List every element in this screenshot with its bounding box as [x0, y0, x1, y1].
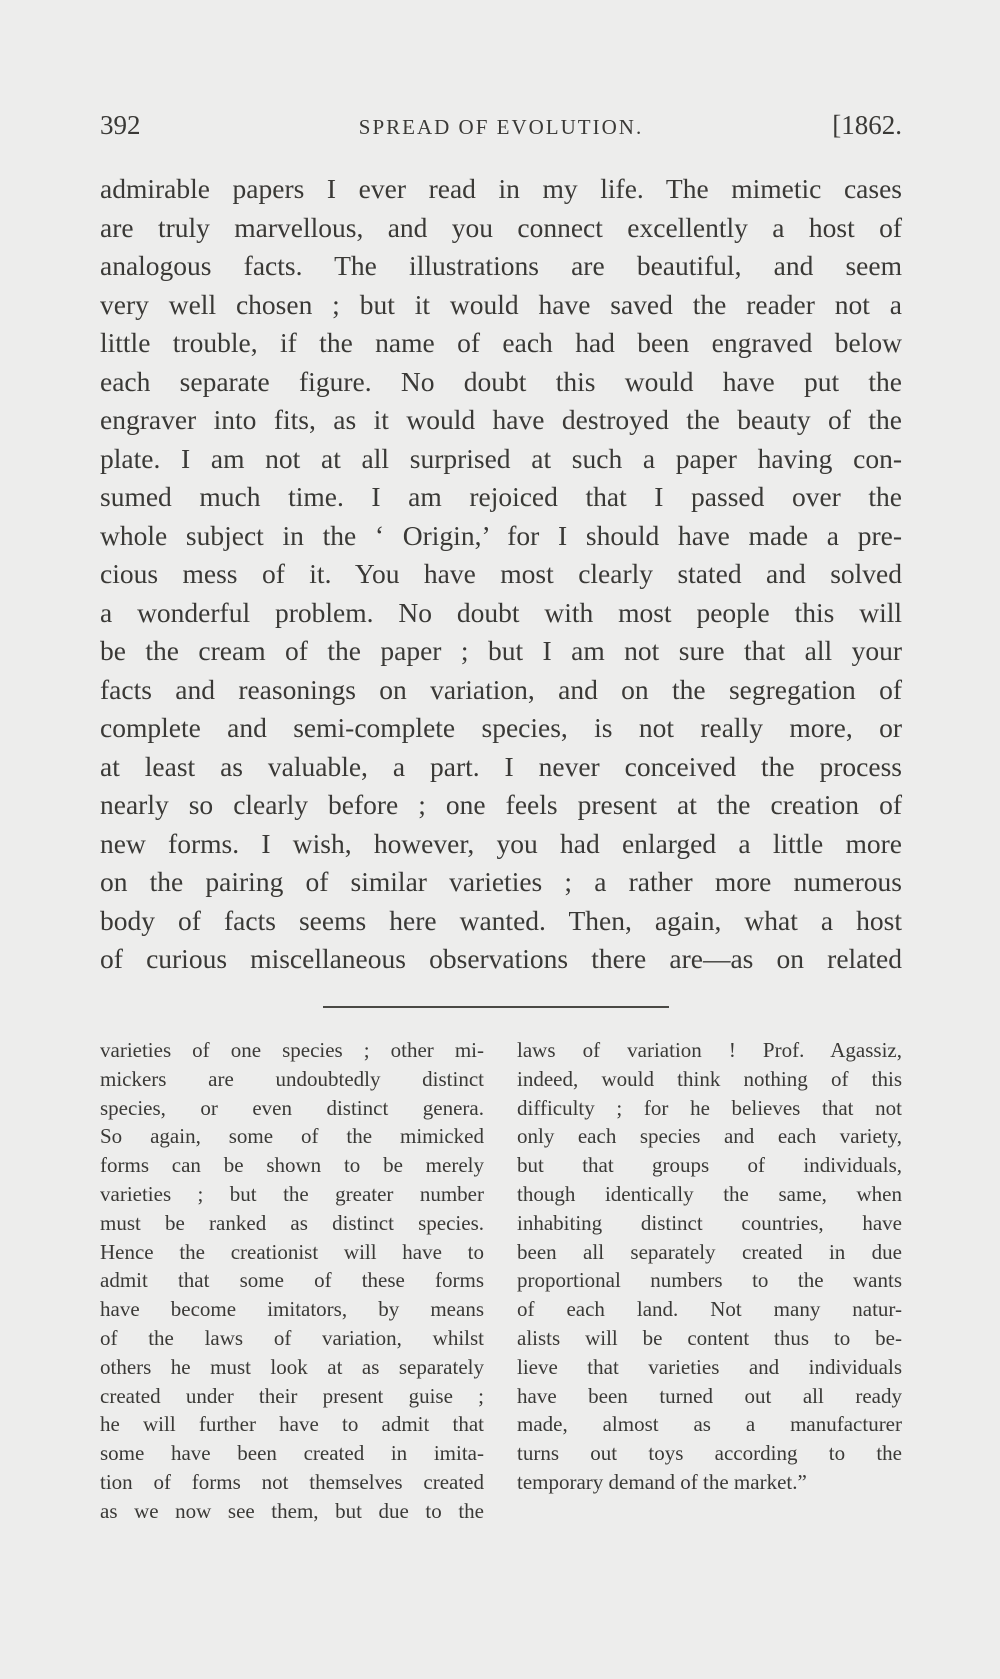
body-line: little trouble, if the name of each had been engraved below — [100, 327, 902, 358]
footnote-line: temporary demand of the market.” — [517, 1469, 807, 1494]
footnote-line: lieve that varieties and individuals — [517, 1354, 902, 1379]
body-line: be the cream of the paper ; but I am not sure that all your — [100, 635, 902, 666]
footnote-line: but that groups of individuals, — [517, 1153, 902, 1178]
footnote-line: as we now see them, but due to the — [100, 1498, 484, 1523]
footnote-line: have been turned out all ready — [517, 1383, 902, 1408]
footnote-line: others he must look at as separately — [100, 1354, 484, 1379]
footnote-line: varieties of one species ; other mi- — [100, 1038, 484, 1062]
body-line: sumed much time. I am rejoiced that I passed over the — [100, 481, 902, 512]
body-line: plate. I am not at all surprised at such a paper having con- — [100, 442, 902, 474]
page-year: [1862. — [832, 110, 902, 140]
body-line: cious mess of it. You have most clearly stated and solved — [100, 558, 902, 589]
footnote-line: some have been created in imita- — [100, 1441, 484, 1466]
footnote-line: tion of forms not themselves created — [100, 1469, 484, 1494]
footnote-divider — [323, 1006, 669, 1008]
body-line: complete and semi-complete species, is not really more, or — [100, 712, 902, 743]
body-text — [100, 170, 902, 979]
body-line: very well chosen ; but it would have saved the reader not a — [100, 288, 902, 320]
footnote-line: turns out toys according to the — [517, 1441, 902, 1466]
body-line: of curious miscellaneous observations there are—as on related — [100, 943, 902, 974]
footnote-line: difficulty ; for he believes that not — [517, 1095, 902, 1120]
body-line: a wonderful problem. No doubt with most people this will — [100, 596, 902, 628]
body-line: are truly marvellous, and you connect excellently a host of — [100, 211, 902, 243]
body-line: on the pairing of similar varieties ; a rather more numerous — [100, 866, 902, 897]
footnote-line: forms can be shown to be merely — [100, 1153, 484, 1178]
footnote-line: Hence the creationist will have to — [100, 1239, 484, 1264]
footnote-line: though identically the same, when — [517, 1181, 902, 1206]
footnote-line: inhabiting distinct countries, have — [517, 1210, 902, 1235]
footnote-line: So again, some of the mimicked — [100, 1124, 484, 1149]
body-line: analogous facts. The illustrations are beautiful, and seem — [100, 250, 902, 281]
body-line: facts and reasonings on variation, and on the segregation of — [100, 673, 902, 705]
body-line: admirable papers I ever read in my life. The mimetic cases — [100, 173, 902, 204]
footnote-line: been all separately created in due — [517, 1239, 902, 1264]
body-line: at least as valuable, a part. I never conceived the process — [100, 750, 902, 782]
footnote-line: only each species and each variety, — [517, 1124, 902, 1149]
body-line: nearly so clearly before ; one feels present at the creation of — [100, 789, 902, 820]
body-line: body of facts seems here wanted. Then, again, what a host — [100, 904, 902, 936]
footnote-line: must be ranked as distinct species. — [100, 1210, 484, 1235]
footnote-line: have become imitators, by means — [100, 1297, 484, 1322]
body-line: new forms. I wish, however, you had enlarged a little more — [100, 827, 902, 859]
page-number: 392 — [100, 110, 141, 140]
running-title: SPREAD OF EVOLUTION. — [358, 115, 644, 139]
footnote-line: indeed, would think nothing of this — [517, 1066, 902, 1091]
footnote-line: created under their present guise ; — [100, 1383, 484, 1408]
page-header — [100, 110, 902, 150]
footnote-line: species, or even distinct genera. — [100, 1095, 484, 1120]
footnote-line: proportional numbers to the wants — [517, 1268, 902, 1293]
footnote-line: of each land. Not many natur- — [517, 1297, 902, 1322]
footnote-column-left — [100, 1036, 484, 1526]
footnote-line: mickers are undoubtedly distinct — [100, 1066, 484, 1091]
footnote-line: he will further have to admit that — [100, 1412, 484, 1437]
body-line: each separate figure. No doubt this would have put the — [100, 365, 902, 397]
footnote-line: alists will be content thus to be- — [517, 1325, 902, 1350]
footnote-line: admit that some of these forms — [100, 1268, 484, 1293]
body-line: whole subject in the ‘ Origin,’ for I should have made a pre- — [100, 519, 902, 551]
footnote-column-right — [517, 1036, 902, 1497]
footnote-line: made, almost as a manufacturer — [517, 1412, 902, 1437]
footnote-line: laws of variation ! Prof. Agassiz, — [517, 1038, 902, 1062]
body-line: engraver into fits, as it would have destroyed the beauty of the — [100, 404, 902, 435]
footnote-line: of the laws of variation, whilst — [100, 1325, 484, 1350]
footnote-line: varieties ; but the greater number — [100, 1181, 484, 1206]
